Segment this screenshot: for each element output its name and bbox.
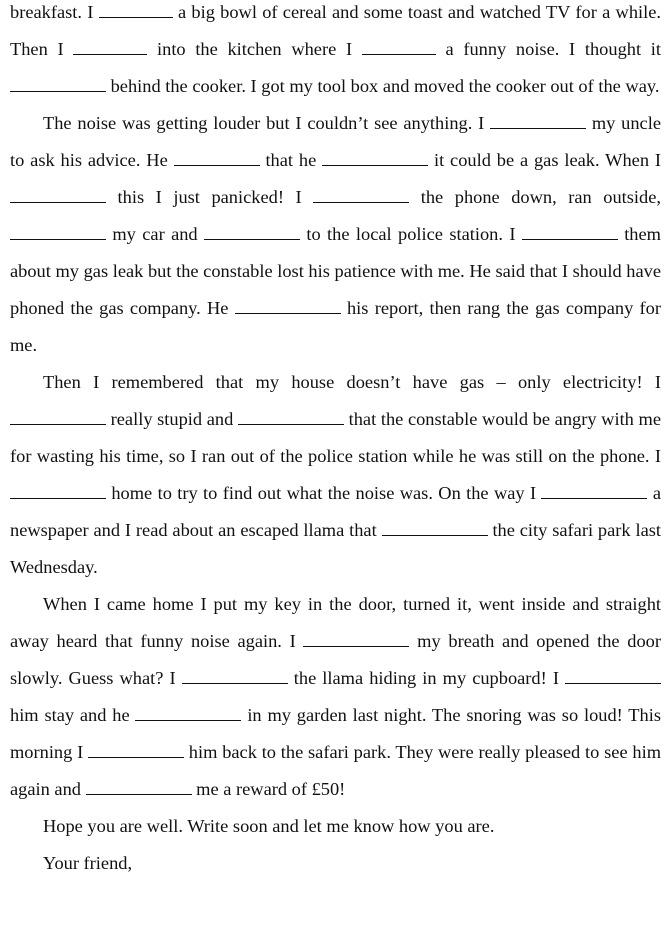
- blank-line: [565, 665, 661, 684]
- text-run: Hope you are well. Write soon and let me know how you are.: [43, 816, 495, 836]
- text-run: his report, then rang the gas company for me.: [10, 298, 661, 355]
- text-run: that the constable would be angry with me for wasting his time, so I ran out of the police station while he was still on the phone. I: [10, 409, 661, 466]
- text-run: this I just panicked! I: [106, 187, 314, 207]
- blank-line: [490, 110, 586, 129]
- text-run: the phone down, ran outside,: [409, 187, 662, 207]
- blank-line: [73, 36, 147, 55]
- text-run: me a reward of £50!: [191, 779, 346, 799]
- blank-line: [322, 147, 428, 166]
- paragraph: [10, 586, 661, 808]
- blank-line: [182, 665, 288, 684]
- text-run: him stay and he: [10, 705, 136, 725]
- text-run: a big bowl of cereal and some toast and watched TV for a while. Then I: [10, 2, 662, 59]
- paragraph: [10, 808, 661, 845]
- blank-line: [362, 36, 436, 55]
- text-run: a funny noise. I thought it: [435, 39, 661, 59]
- blank-line: [238, 406, 344, 425]
- paragraph: [10, 845, 661, 882]
- blank-line: [88, 739, 184, 758]
- text-run: Then I remembered that my house doesn’t have gas – only electricity! I: [43, 372, 661, 392]
- text-run: them about my gas leak but the constable lost his patience with me. He said that I should have phoned the gas company. He: [10, 224, 661, 318]
- letter-document: [10, 0, 661, 882]
- text-run: When I came home I put my key in the door, turned it, went inside and straight away heard that funny noise again. I: [10, 594, 661, 651]
- blank-line: [382, 517, 488, 536]
- text-run: my breath and opened the door slowly. Guess what? I: [10, 631, 661, 688]
- paragraph: [10, 0, 661, 105]
- text-run: home to try to find out what the noise was. On the way I: [106, 483, 542, 503]
- text-run: behind the cooker. I got my tool box and moved the cooker out of the way.: [106, 76, 660, 96]
- blank-line: [135, 702, 241, 721]
- text-run: really stupid and: [106, 409, 238, 429]
- blank-line: [522, 221, 618, 240]
- blank-line: [86, 776, 192, 795]
- paragraph: [10, 105, 661, 364]
- text-run: the city safari park last Wednesday.: [10, 520, 661, 577]
- blank-line: [99, 0, 173, 18]
- paragraph: [10, 364, 661, 586]
- blank-line: [10, 480, 106, 499]
- blank-line: [235, 295, 341, 314]
- text-run: him back to the safari park. They were really pleased to see him again and: [10, 742, 661, 799]
- text-run: to the local police station. I: [300, 224, 522, 244]
- blank-line: [10, 221, 106, 240]
- blank-line: [10, 406, 106, 425]
- text-run: my car and: [106, 224, 204, 244]
- text-run: a newspaper and I read about an escaped llama that: [10, 483, 661, 540]
- blank-line: [204, 221, 300, 240]
- text-run: that he: [259, 150, 323, 170]
- text-run: breakfast. I: [10, 2, 99, 22]
- blank-line: [10, 73, 106, 92]
- text-run: in my garden last night. The snoring was so loud! This morning I: [10, 705, 661, 762]
- blank-line: [541, 480, 647, 499]
- text-run: Your friend,: [43, 853, 133, 873]
- text-run: the llama hiding in my cupboard! I: [287, 668, 565, 688]
- blank-line: [174, 147, 260, 166]
- blank-line: [303, 628, 409, 647]
- text-run: it could be a gas leak. When I: [428, 150, 661, 170]
- text-run: The noise was getting louder but I couldn’t see anything. I: [43, 113, 491, 133]
- blank-line: [10, 184, 106, 203]
- text-run: my uncle to ask his advice. He: [10, 113, 661, 170]
- text-run: into the kitchen where I: [147, 39, 362, 59]
- blank-line: [313, 184, 409, 203]
